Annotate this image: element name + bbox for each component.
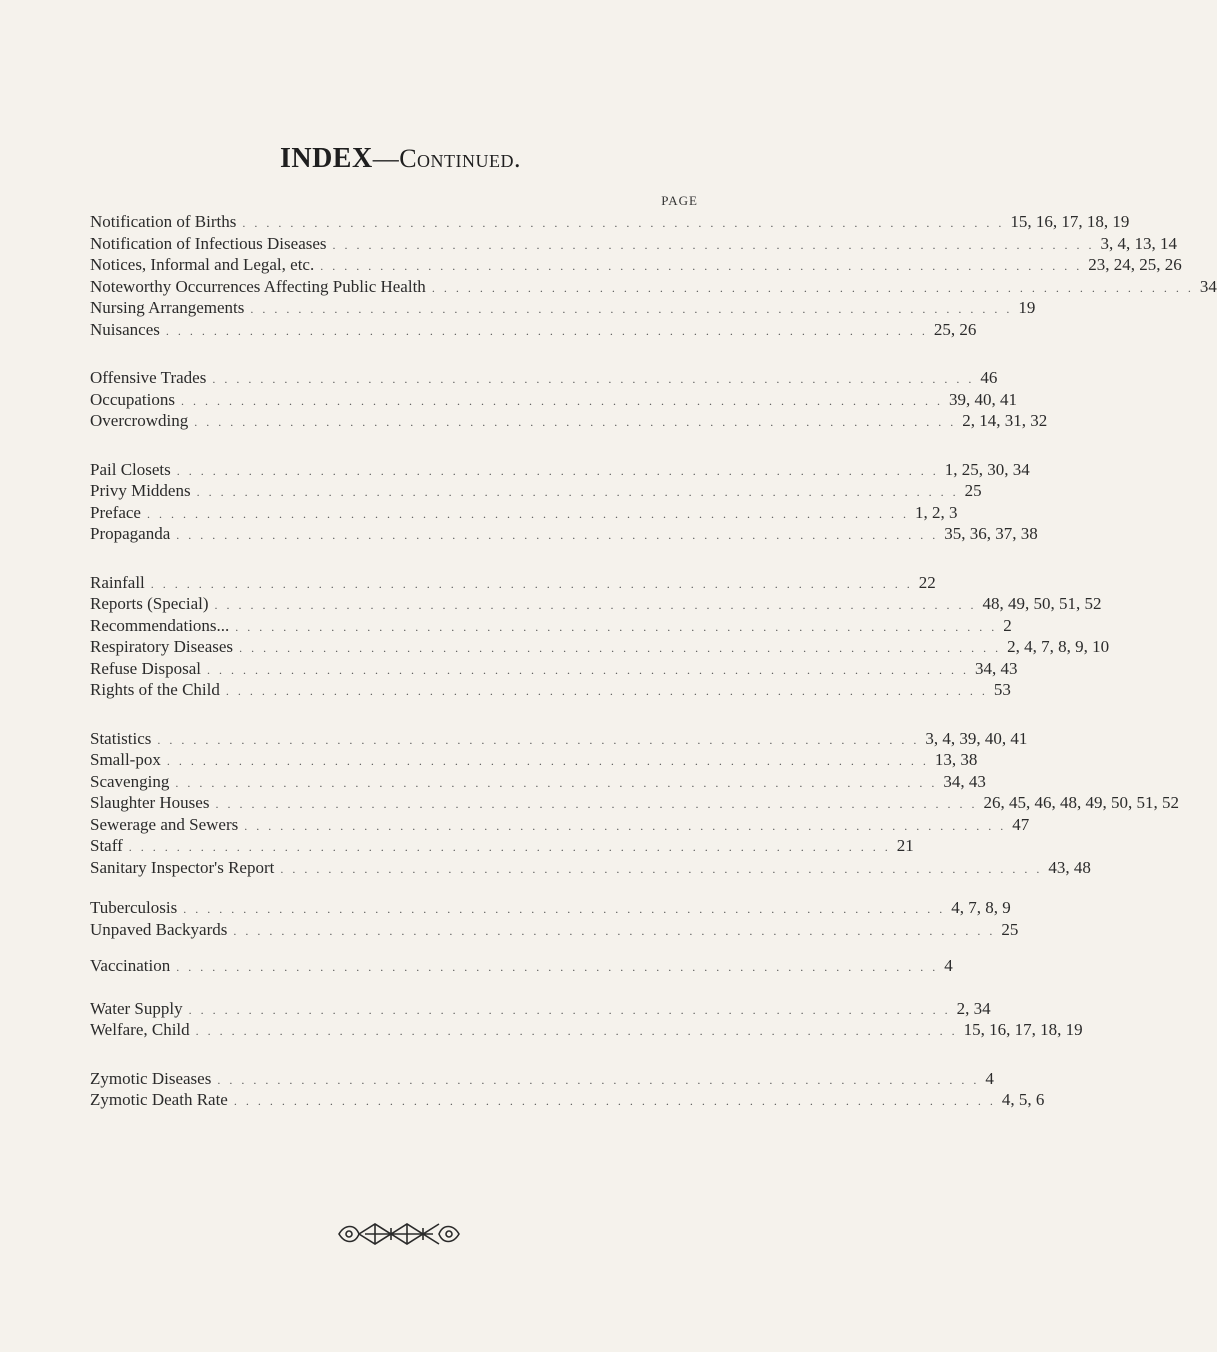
index-group <box>90 572 1110 701</box>
index-entry <box>90 1089 1045 1111</box>
entry-subject: Noteworthy Occurrences Affecting Public Health <box>90 276 426 296</box>
index-entry <box>90 319 977 341</box>
dot-leader: . . . . . . . . . . . . . . . . . . . . . . . . . . . . . . . . . . . . . . . . . . . . . . . . . . . . . . . . . . . . . . . . <box>165 323 928 338</box>
index-entry <box>90 771 986 793</box>
entry-pages: 46 <box>980 368 998 387</box>
entry-pages: 23, 24, 25, 26 <box>1088 255 1182 274</box>
entry-subject: Staff <box>90 836 123 855</box>
entry-subject: Propaganda <box>90 524 171 543</box>
index-entry <box>90 211 1130 233</box>
dot-leader: . . . . . . . . . . . . . . . . . . . . . . . . . . . . . . . . . . . . . . . . . . . . . . . . . . . . . . . . . . . . . . . . <box>215 797 978 811</box>
entry-pages: 34 <box>1199 276 1217 296</box>
index-entry <box>90 389 1017 411</box>
index-entry <box>90 523 1038 545</box>
index-entry <box>90 459 1030 481</box>
entry-pages: 43, 48 <box>1048 857 1091 877</box>
index-entry <box>90 749 978 771</box>
entry-pages: 34, 43 <box>974 658 1018 678</box>
index-group <box>90 998 1083 1041</box>
index-entry <box>90 233 1178 255</box>
entry-pages: 3, 4, 39, 40, 41 <box>925 728 1028 748</box>
entry-subject: Vaccination <box>90 956 171 975</box>
dot-leader: . . . . . . . . . . . . . . . . . . . . . . . . . . . . . . . . . . . . . . . . . . . . . . . . . . . . . . . . . . . . . . . . <box>235 619 998 634</box>
dot-leader: . . . . . . . . . . . . . . . . . . . . . . . . . . . . . . . . . . . . . . . . . . . . . . . . . . . . . . . . . . . . . . . . <box>196 485 959 499</box>
index-entry <box>90 572 936 594</box>
entry-pages: 26, 45, 46, 48, 49, 50, 51, 52 <box>983 793 1179 812</box>
entry-pages: 35, 36, 37, 38 <box>944 524 1038 543</box>
index-entry <box>90 1068 994 1090</box>
entry-pages: 53 <box>993 680 1011 699</box>
entry-pages: 15, 16, 17, 18, 19 <box>963 1020 1083 1039</box>
dot-leader: . . . . . . . . . . . . . . . . . . . . . . . . . . . . . . . . . . . . . . . . . . . . . . . . . . . . . . . . . . . . . . . . <box>244 818 1007 833</box>
entry-subject: Notification of Infectious Diseases <box>90 233 327 253</box>
entry-subject: Notices, Informal and Legal, etc. <box>90 255 315 274</box>
entry-pages: 4, 5, 6 <box>1001 1090 1045 1109</box>
index-entry <box>90 480 982 502</box>
entry-subject: Preface <box>90 502 141 522</box>
entry-pages: 3, 4, 13, 14 <box>1100 233 1178 253</box>
entry-pages: 25 <box>1001 919 1019 939</box>
dot-leader: . . . . . . . . . . . . . . . . . . . . . . . . . . . . . . . . . . . . . . . . . . . . . . . . . . . . . . . . . . . . . . . . <box>194 415 957 429</box>
entry-pages: 13, 38 <box>934 750 978 769</box>
index-entry <box>90 814 1030 836</box>
dot-leader: . . . . . . . . . . . . . . . . . . . . . . . . . . . . . . . . . . . . . . . . . . . . . . . . . . . . . . . . . . . . . . . . <box>175 775 938 790</box>
dot-leader: . . . . . . . . . . . . . . . . . . . . . . . . . . . . . . . . . . . . . . . . . . . . . . . . . . . . . . . . . . . . . . . . <box>183 902 946 916</box>
dot-leader: . . . . . . . . . . . . . . . . . . . . . . . . . . . . . . . . . . . . . . . . . . . . . . . . . . . . . . . . . . . . . . . . <box>206 662 969 677</box>
entry-subject: Slaughter Houses <box>90 793 210 812</box>
entry-pages: 48, 49, 50, 51, 52 <box>982 594 1102 613</box>
index-entry <box>90 276 1217 298</box>
dot-leader: . . . . . . . . . . . . . . . . . . . . . . . . . . . . . . . . . . . . . . . . . . . . . . . . . . . . . . . . . . . . . . . . <box>233 923 996 938</box>
dot-leader: . . . . . . . . . . . . . . . . . . . . . . . . . . . . . . . . . . . . . . . . . . . . . . . . . . . . . . . . . . . . . . . . <box>180 393 943 408</box>
entry-pages: 1, 2, 3 <box>914 502 958 522</box>
dot-leader: . . . . . . . . . . . . . . . . . . . . . . . . . . . . . . . . . . . . . . . . . . . . . . . . . . . . . . . . . . . . . . . . <box>150 576 913 591</box>
index-entry <box>90 792 1179 814</box>
entry-subject: Pail Closets <box>90 459 171 479</box>
index-entry <box>90 254 1182 276</box>
entry-pages: 2, 34 <box>956 998 991 1018</box>
entry-pages: 47 <box>1012 814 1030 834</box>
entry-subject: Recommendations... <box>90 615 230 635</box>
entry-subject: Zymotic Diseases <box>90 1068 212 1088</box>
index-entry <box>90 658 1018 680</box>
dot-leader: . . . . . . . . . . . . . . . . . . . . . . . . . . . . . . . . . . . . . . . . . . . . . . . . . . . . . . . . . . . . . . . . <box>242 216 1005 230</box>
dot-leader: . . . . . . . . . . . . . . . . . . . . . . . . . . . . . . . . . . . . . . . . . . . . . . . . . . . . . . . . . . . . . . . . <box>176 528 939 542</box>
entry-pages: 2, 14, 31, 32 <box>962 411 1048 430</box>
index-entry <box>90 636 1110 658</box>
page-title <box>0 143 801 175</box>
index-group <box>90 211 1217 340</box>
tailpiece-ornament-icon <box>335 1218 463 1250</box>
entry-pages: 2 <box>1003 615 1012 635</box>
index-entry <box>90 728 1028 750</box>
index-entry <box>90 919 1019 941</box>
dot-leader: . . . . . . . . . . . . . . . . . . . . . . . . . . . . . . . . . . . . . . . . . . . . . . . . . . . . . . . . . . . . . . . . <box>166 754 929 768</box>
index-entry <box>90 615 1012 637</box>
entry-subject: Zymotic Death Rate <box>90 1090 228 1109</box>
dot-leader: . . . . . . . . . . . . . . . . . . . . . . . . . . . . . . . . . . . . . . . . . . . . . . . . . . . . . . . . . . . . . . . . <box>128 840 891 854</box>
dot-leader: . . . . . . . . . . . . . . . . . . . . . . . . . . . . . . . . . . . . . . . . . . . . . . . . . . . . . . . . . . . . . . . . <box>239 641 1002 655</box>
entry-pages: 1, 25, 30, 34 <box>944 459 1030 479</box>
index-entry <box>90 835 914 857</box>
index-entry <box>90 955 953 977</box>
entry-subject: Scavenging <box>90 771 170 791</box>
index-entry <box>90 367 998 389</box>
entry-subject: Notification of Births <box>90 212 237 231</box>
entry-subject: Water Supply <box>90 998 183 1018</box>
index-entry <box>90 410 1048 432</box>
index-entry <box>90 897 1011 919</box>
entry-subject: Occupations <box>90 389 175 409</box>
entry-pages: 21 <box>896 836 914 855</box>
entry-subject: Respiratory Diseases <box>90 637 234 656</box>
dot-leader: . . . . . . . . . . . . . . . . . . . . . . . . . . . . . . . . . . . . . . . . . . . . . . . . . . . . . . . . . . . . . . . . <box>320 259 1083 273</box>
dot-leader: . . . . . . . . . . . . . . . . . . . . . . . . . . . . . . . . . . . . . . . . . . . . . . . . . . . . . . . . . . . . . . . . <box>188 1002 951 1017</box>
dot-leader: . . . . . . . . . . . . . . . . . . . . . . . . . . . . . . . . . . . . . . . . . . . . . . . . . . . . . . . . . . . . . . . . <box>332 237 1095 252</box>
entry-pages: 25, 26 <box>933 319 977 339</box>
dot-leader: . . . . . . . . . . . . . . . . . . . . . . . . . . . . . . . . . . . . . . . . . . . . . . . . . . . . . . . . . . . . . . . . <box>431 280 1194 295</box>
index-entries <box>90 211 1217 1138</box>
index-group <box>90 955 953 977</box>
dot-leader: . . . . . . . . . . . . . . . . . . . . . . . . . . . . . . . . . . . . . . . . . . . . . . . . . . . . . . . . . . . . . . . . <box>225 684 988 698</box>
dot-leader: . . . . . . . . . . . . . . . . . . . . . . . . . . . . . . . . . . . . . . . . . . . . . . . . . . . . . . . . . . . . . . . . <box>214 598 977 612</box>
dot-leader: . . . . . . . . . . . . . . . . . . . . . . . . . . . . . . . . . . . . . . . . . . . . . . . . . . . . . . . . . . . . . . . . <box>157 732 920 747</box>
dot-leader: . . . . . . . . . . . . . . . . . . . . . . . . . . . . . . . . . . . . . . . . . . . . . . . . . . . . . . . . . . . . . . . . <box>176 960 939 974</box>
entry-subject: Overcrowding <box>90 411 189 430</box>
dot-leader: . . . . . . . . . . . . . . . . . . . . . . . . . . . . . . . . . . . . . . . . . . . . . . . . . . . . . . . . . . . . . . . . <box>212 372 975 386</box>
entry-subject: Unpaved Backyards <box>90 919 228 939</box>
index-entry <box>90 297 1036 319</box>
entry-pages: 15, 16, 17, 18, 19 <box>1010 212 1130 231</box>
entry-subject: Small-pox <box>90 750 161 769</box>
entry-subject: Reports (Special) <box>90 594 209 613</box>
entry-subject: Statistics <box>90 728 152 748</box>
entry-pages: 39, 40, 41 <box>948 389 1017 409</box>
entry-subject: Offensive Trades <box>90 368 207 387</box>
index-entry <box>90 1019 1083 1041</box>
dot-leader: . . . . . . . . . . . . . . . . . . . . . . . . . . . . . . . . . . . . . . . . . . . . . . . . . . . . . . . . . . . . . . . . <box>217 1072 980 1087</box>
dot-leader: . . . . . . . . . . . . . . . . . . . . . . . . . . . . . . . . . . . . . . . . . . . . . . . . . . . . . . . . . . . . . . . . <box>233 1094 996 1108</box>
entry-pages: 19 <box>1018 298 1036 317</box>
page-column-label: PAGE <box>661 193 698 208</box>
index-entry <box>90 998 991 1020</box>
entry-subject: Privy Middens <box>90 481 191 500</box>
entry-subject: Rights of the Child <box>90 680 220 699</box>
dot-leader: . . . . . . . . . . . . . . . . . . . . . . . . . . . . . . . . . . . . . . . . . . . . . . . . . . . . . . . . . . . . . . . . <box>195 1024 958 1038</box>
dot-leader: . . . . . . . . . . . . . . . . . . . . . . . . . . . . . . . . . . . . . . . . . . . . . . . . . . . . . . . . . . . . . . . . <box>280 861 1043 876</box>
entry-pages: 4 <box>985 1068 994 1088</box>
dot-leader: . . . . . . . . . . . . . . . . . . . . . . . . . . . . . . . . . . . . . . . . . . . . . . . . . . . . . . . . . . . . . . . . <box>250 302 1013 316</box>
entry-subject: Nuisances <box>90 319 160 339</box>
index-group <box>90 459 1038 545</box>
index-group <box>90 1068 1045 1111</box>
entry-pages: 2, 4, 7, 8, 9, 10 <box>1007 637 1110 656</box>
entry-pages: 4 <box>944 956 953 975</box>
index-group <box>90 367 1048 432</box>
index-entry <box>90 857 1091 879</box>
entry-pages: 22 <box>918 572 936 592</box>
entry-subject: Welfare, Child <box>90 1020 190 1039</box>
index-entry <box>90 679 1011 701</box>
title-continued: —Continued. <box>372 144 522 173</box>
dot-leader: . . . . . . . . . . . . . . . . . . . . . . . . . . . . . . . . . . . . . . . . . . . . . . . . . . . . . . . . . . . . . . . . <box>176 463 939 478</box>
entry-subject: Sewerage and Sewers <box>90 814 239 834</box>
entry-subject: Rainfall <box>90 572 145 592</box>
entry-subject: Sanitary Inspector's Report <box>90 857 275 877</box>
title-main: INDEX <box>279 143 373 174</box>
entry-subject: Nursing Arrangements <box>90 298 245 317</box>
index-group <box>90 728 1179 879</box>
entry-subject: Refuse Disposal <box>90 658 201 678</box>
entry-pages: 25 <box>964 481 982 500</box>
index-group <box>90 897 1019 940</box>
entry-subject: Tuberculosis <box>90 898 178 917</box>
index-entry <box>90 502 958 524</box>
entry-pages: 4, 7, 8, 9 <box>951 898 1011 917</box>
entry-pages: 34, 43 <box>943 771 986 791</box>
dot-leader: . . . . . . . . . . . . . . . . . . . . . . . . . . . . . . . . . . . . . . . . . . . . . . . . . . . . . . . . . . . . . . . . <box>146 506 909 521</box>
index-entry <box>90 593 1102 615</box>
